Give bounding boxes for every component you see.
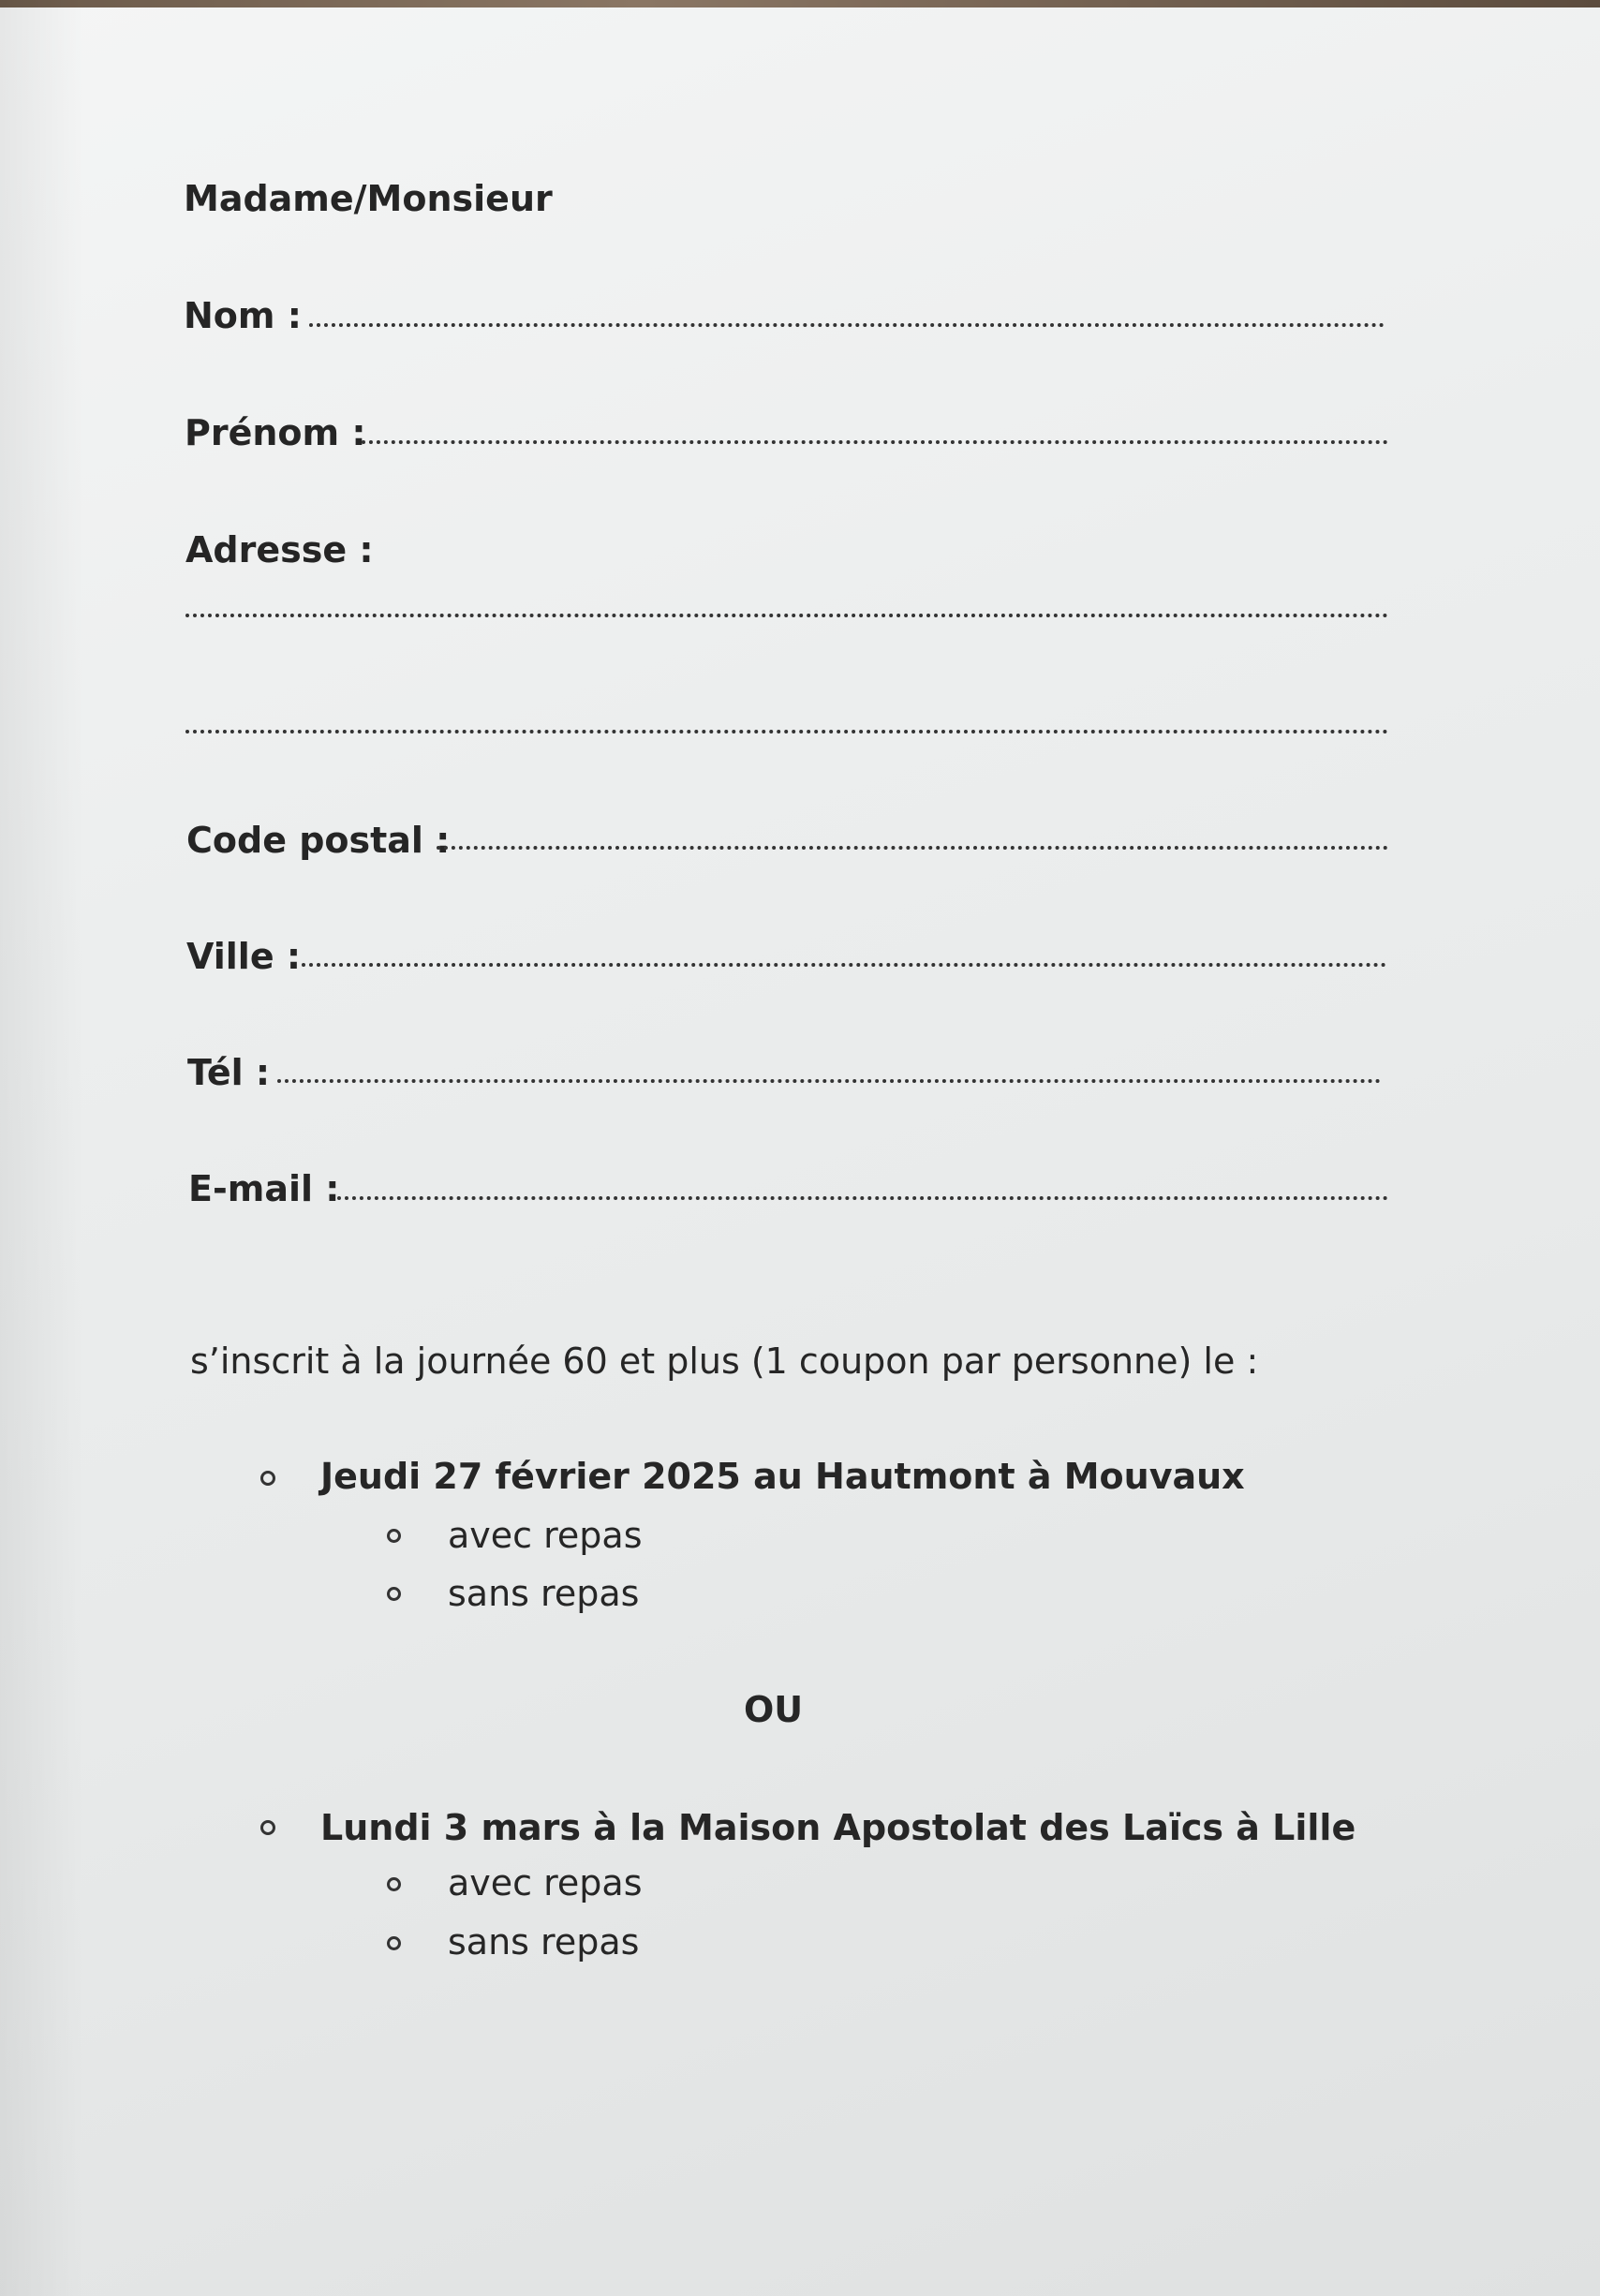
email-label: E-mail : (188, 1168, 340, 1209)
option-2-sans-repas-radio[interactable] (387, 1936, 401, 1950)
option-1-label: Jeudi 27 février 2025 au Hautmont à Mouvaux (320, 1456, 1245, 1497)
tel-label: Tél : (187, 1052, 271, 1093)
adresse-field-line-2[interactable] (185, 730, 1388, 733)
nom-label: Nom : (184, 295, 302, 336)
tel-field[interactable] (277, 1079, 1381, 1083)
registration-intro: s’inscrit à la journée 60 et plus (1 coupon par personne) le : (190, 1341, 1259, 1382)
code-postal-field[interactable] (437, 846, 1388, 850)
page-shadow (0, 0, 84, 2296)
option-2-sans-repas-label: sans repas (448, 1921, 640, 1963)
option-1-sans-repas-label: sans repas (448, 1573, 640, 1614)
table-edge (0, 0, 1600, 7)
option-2-avec-repas-label: avec repas (448, 1862, 643, 1903)
option-1-sans-repas-radio[interactable] (387, 1587, 401, 1601)
adresse-label: Adresse : (185, 529, 374, 570)
email-field[interactable] (337, 1196, 1388, 1200)
option-1-avec-repas-label: avec repas (448, 1515, 643, 1556)
adresse-field-line-1[interactable] (185, 614, 1388, 617)
option-1-radio[interactable] (260, 1471, 275, 1486)
salutation: Madame/Monsieur (184, 178, 553, 219)
separator-ou: OU (744, 1689, 804, 1730)
nom-field[interactable] (309, 323, 1385, 327)
ville-label: Ville : (186, 936, 302, 977)
prenom-label: Prénom : (185, 412, 366, 453)
option-1-avec-repas-radio[interactable] (387, 1529, 401, 1543)
option-2-label: Lundi 3 mars à la Maison Apostolat des Laïcs à Lille (320, 1807, 1356, 1848)
prenom-field[interactable] (362, 440, 1388, 444)
code-postal-label: Code postal : (186, 820, 451, 861)
option-2-avec-repas-radio[interactable] (387, 1877, 401, 1891)
option-2-radio[interactable] (260, 1820, 275, 1835)
ville-field[interactable] (302, 963, 1386, 967)
